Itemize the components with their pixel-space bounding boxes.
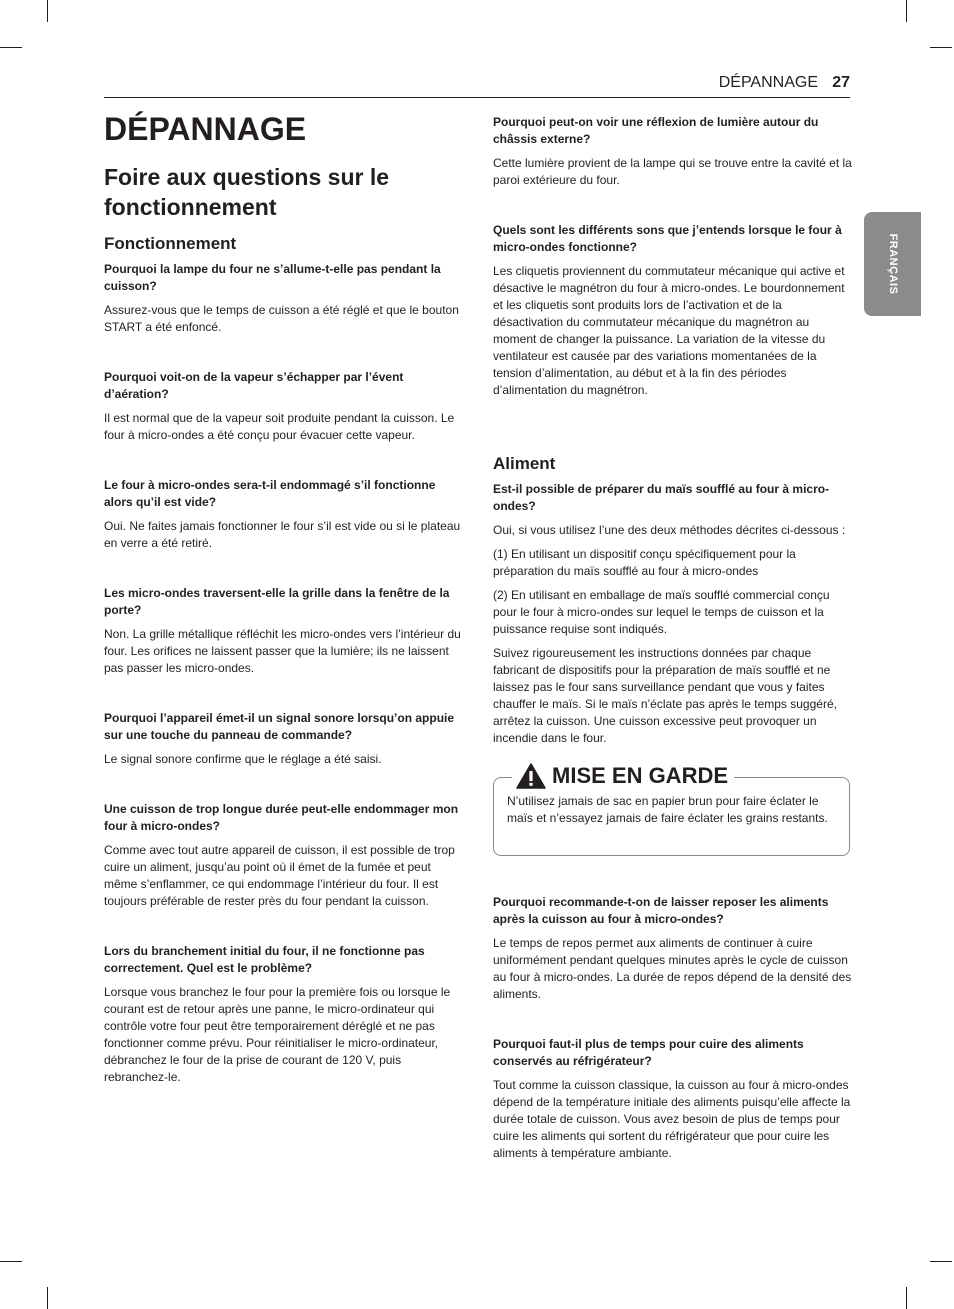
language-tab <box>864 212 921 316</box>
answer: (2) En utilisant en emballage de maïs soufflé commercial conçu pour le four à micro-ondes sur lequel le temps de cuisson et la puissance requise sont indiqués. <box>493 588 830 636</box>
question: Le four à micro-ondes sera-t-il endommagé s’il fonctionne alors qu’il est vide? <box>104 478 436 509</box>
question: Lors du branchement initial du four, il ne fonctionne pas correctement. Quel est le problème? <box>104 944 425 975</box>
crop-mark <box>0 1261 22 1262</box>
warning-triangle-icon <box>516 763 546 789</box>
question: Quels sont les différents sons que j’entends lorsque le four à micro-ondes fonctionne? <box>493 223 842 254</box>
crop-mark <box>906 1287 907 1309</box>
qa-item <box>104 801 464 910</box>
answer: Suivez rigoureusement les instructions données par chaque fabricant de dispositifs pour la préparation de maïs soufflé et ne laissez pas le four sans surveillance pendant que vous y faites chauffer le maïs. Si le maïs n’éclate pas après le temps suggéré, arrêtez la cuisson. Une cuisson excessive peut provoquer un incendie dans le four. <box>493 646 837 745</box>
crop-mark <box>906 0 907 22</box>
qa-item <box>493 1036 853 1162</box>
question: Est-il possible de préparer du maïs soufflé au four à micro-ondes? <box>493 482 830 513</box>
qa-item <box>493 481 853 747</box>
answer: Tout comme la cuisson classique, la cuisson au four à micro-ondes dépend de la température initiale des aliments puisqu’elle affecte la durée totale de cuisson. Vous avez besoin de plus de temps pour cuire les aliments qui sortent du réfrigérateur que pour cuire les aliments à température ambiante. <box>493 1078 851 1160</box>
crop-mark <box>930 47 952 48</box>
answer: Non. La grille métallique réfléchit les micro-ondes vers l’intérieur du four. Les orifices ne laissent passer que la lumière; ils ne laissent pas passer les micro-ondes. <box>104 627 461 675</box>
caution-header <box>512 763 734 789</box>
crop-mark <box>930 1261 952 1262</box>
running-header <box>104 74 850 98</box>
question: Pourquoi la lampe du four ne s’allume-t-elle pas pendant la cuisson? <box>104 262 441 293</box>
answer: Cette lumière provient de la lampe qui se trouve entre la cavité et la paroi extérieure du four. <box>493 156 852 187</box>
page-number: 27 <box>832 74 850 91</box>
answer: (1) En utilisant un dispositif conçu spécifiquement pour la préparation du maïs soufflé au four à micro-ondes <box>493 547 796 578</box>
caution-box <box>493 763 850 856</box>
qa-item <box>104 585 464 677</box>
answer: Lorsque vous branchez le four pour la première fois ou lorsque le courant est de retour après une panne, le micro-ordinateur qui contrôle votre four peut être temporairement déréglé et ne pas fonctionner comme prévu. Pour réinitialiser le micro-ordinateur, débranchez le four de la prise de courant de 120 V, puis rebranchez-le. <box>104 985 451 1084</box>
crop-mark <box>0 47 22 48</box>
page-title: DÉPANNAGE <box>104 111 307 147</box>
left-column <box>104 110 464 1119</box>
caution-title: MISE EN GARDE <box>552 763 729 788</box>
subsection-title-fonctionnement: Fonctionnement <box>104 234 237 253</box>
caution-text: N’utilisez jamais de sac en papier brun pour faire éclater le maïs et n’essayez jamais de faire éclater les grains restants. <box>507 794 828 825</box>
qa-item <box>104 369 464 444</box>
question: Pourquoi l’appareil émet-il un signal sonore lorsqu’on appuie sur une touche du panneau de commande? <box>104 711 455 742</box>
section-title: Foire aux questions sur le fonctionnement <box>104 164 390 220</box>
qa-item <box>493 222 853 399</box>
answer: Il est normal que de la vapeur soit produite pendant la cuisson. Le four à micro-ondes a été conçu pour évacuer cette vapeur. <box>104 411 455 442</box>
right-column <box>493 114 853 1195</box>
qa-item <box>493 114 853 189</box>
answer: Le temps de repos permet aux aliments de continuer à cuire uniformément pendant quelques minutes après le cycle de cuisson au four à micro-ondes. La durée de repos dépend de la densité des aliments. <box>493 936 852 1001</box>
qa-item <box>104 710 464 768</box>
question: Pourquoi recommande-t-on de laisser reposer les aliments après la cuisson au four à micro-ondes? <box>493 895 829 926</box>
qa-item <box>104 261 464 336</box>
language-tab-label: FRANÇAIS <box>886 233 899 295</box>
question: Les micro-ondes traversent-elle la grille dans la fenêtre de la porte? <box>104 586 450 617</box>
answer: Le signal sonore confirme que le réglage a été saisi. <box>104 752 382 766</box>
answer: Oui, si vous utilisez l’une des deux méthodes décrites ci-dessous : <box>493 523 846 537</box>
qa-item <box>104 477 464 552</box>
question: Une cuisson de trop longue durée peut-elle endommager mon four à micro-ondes? <box>104 802 459 833</box>
qa-item <box>493 894 853 1003</box>
question: Pourquoi peut-on voir une réflexion de lumière autour du châssis externe? <box>493 115 819 146</box>
crop-mark <box>47 0 48 22</box>
answer: Assurez-vous que le temps de cuisson a été réglé et que le bouton START a été enfoncé. <box>104 303 459 334</box>
question: Pourquoi faut-il plus de temps pour cuire des aliments conservés au réfrigérateur? <box>493 1037 804 1068</box>
question: Pourquoi voit-on de la vapeur s’échapper par l’évent d’aération? <box>104 370 404 401</box>
answer: Comme avec tout autre appareil de cuisson, il est possible de trop cuire un aliment, jusqu’au point où il émet de la fumée et peut même s’enflammer, ce qui endommage l’intérieur du four. Il est toujours préférable de rester près du four pendant la cuisson. <box>104 843 455 908</box>
subsection-title-aliment: Aliment <box>493 454 556 473</box>
qa-item <box>104 943 464 1086</box>
answer: Oui. Ne faites jamais fonctionner le four s’il est vide ou si le plateau en verre a été retiré. <box>104 519 461 550</box>
header-section-title: DÉPANNAGE <box>718 74 818 91</box>
answer: Les cliquetis proviennent du commutateur mécanique qui active et désactive le magnétron du four à micro-ondes. Le bourdonnement et les cliquetis sont produits lors de l’activation et de la désactivation du commutateur mécanique du magnétron au moment de changer la puissance. La variation de la vitesse du ventilateur est causée par des variations momentanées de la tension d’alimentation, au début et à la fin des périodes d’alimentation du magnétron. <box>493 264 845 397</box>
crop-mark <box>47 1287 48 1309</box>
